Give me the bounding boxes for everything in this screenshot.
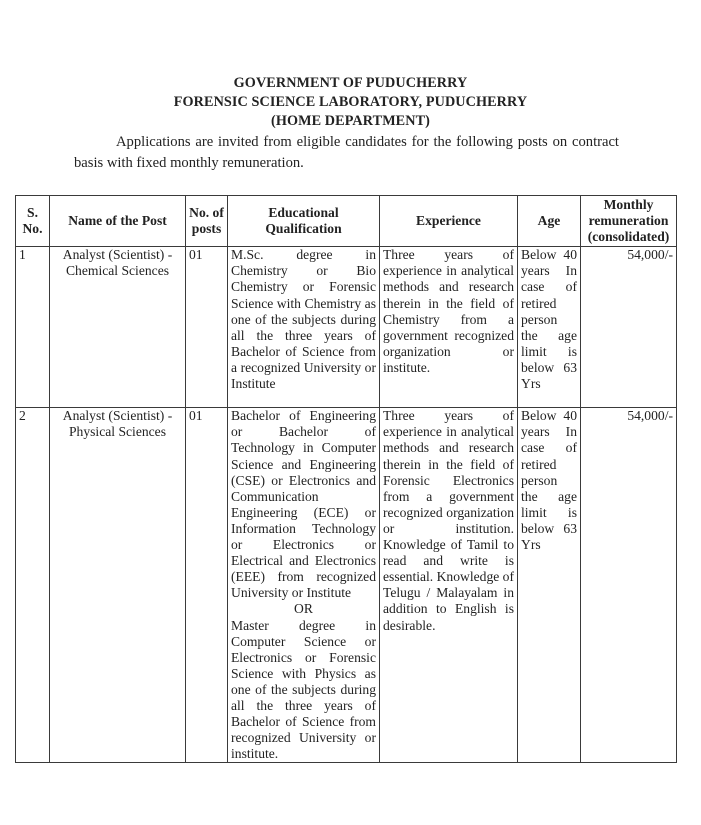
- row2-qualification-master: Master degree in Computer Science or Electronics or Forensic Science with Physics as one of the subjects during all the three years of Bachelor of Science from recognized University or institute.: [231, 617, 376, 762]
- row2-qualification-bachelor: Bachelor of Engineering or Bachelor of Technology in Computer Science and Engineering (CSE) or Electronics and Communication Engineering (ECE) or Information Technology or Electronics or Electrical and Electronics (EEE) from recognized University or Institute: [231, 408, 376, 601]
- row2-qualification: [228, 408, 380, 763]
- header-age: Age: [518, 196, 581, 247]
- intro-paragraph: Applications are invited from eligible candidates for the following posts on contract basis with fixed monthly remuneration.: [74, 134, 619, 171]
- row2-post-name: Analyst (Scientist) - Physical Sciences: [50, 408, 186, 763]
- row1-experience: Three years of experience in analytical methods and research therein in the field of Chemistry from a government recognized organization or institute.: [380, 247, 518, 408]
- header-post-name: Name of the Post: [50, 196, 186, 247]
- row1-post-name: Analyst (Scientist) - Chemical Sciences: [50, 247, 186, 408]
- row2-no-of-posts: 01: [186, 408, 228, 763]
- posts-table: [15, 195, 677, 763]
- header-department: (HOME DEPARTMENT): [271, 113, 430, 129]
- header-experience: Experience: [380, 196, 518, 247]
- header-remuneration: Monthly remuneration (consolidated): [581, 196, 677, 247]
- table-row: [16, 247, 677, 408]
- row2-sno: 2: [16, 408, 50, 763]
- table-header-row: [16, 196, 677, 247]
- header-qualification: Educational Qualification: [228, 196, 380, 247]
- table-row: [16, 408, 677, 763]
- row1-remuneration: 54,000/-: [581, 247, 677, 408]
- header-sno: S. No.: [16, 196, 50, 247]
- row1-sno: 1: [16, 247, 50, 408]
- header-no-of-posts: No. of posts: [186, 196, 228, 247]
- document-header: [0, 74, 701, 131]
- header-laboratory: FORENSIC SCIENCE LABORATORY, PUDUCHERRY: [173, 94, 528, 110]
- row2-experience: Three years of experience in analytical methods and research therein in the field of Forensic Electronics from a government recognized organization or institution. Knowledge of Tamil to read and write is essential. Knowledge of Telugu / Malayalam in addition to English is desirable.: [380, 408, 518, 763]
- row2-remuneration: 54,000/-: [581, 408, 677, 763]
- header-government: GOVERNMENT OF PUDUCHERRY: [233, 75, 468, 91]
- row1-qualification: M.Sc. degree in Chemistry or Bio Chemistry or Forensic Science with Chemistry as one of the subjects during all the three years of Bachelor of Science from a recognized University or Institute: [228, 247, 380, 408]
- row1-no-of-posts: 01: [186, 247, 228, 408]
- row2-qualification-or: OR: [294, 601, 313, 617]
- row1-age: Below 40 years In case of retired person the age limit is below 63 Yrs: [518, 247, 581, 408]
- row2-age: Below 40 years In case of retired person the age limit is below 63 Yrs: [518, 408, 581, 763]
